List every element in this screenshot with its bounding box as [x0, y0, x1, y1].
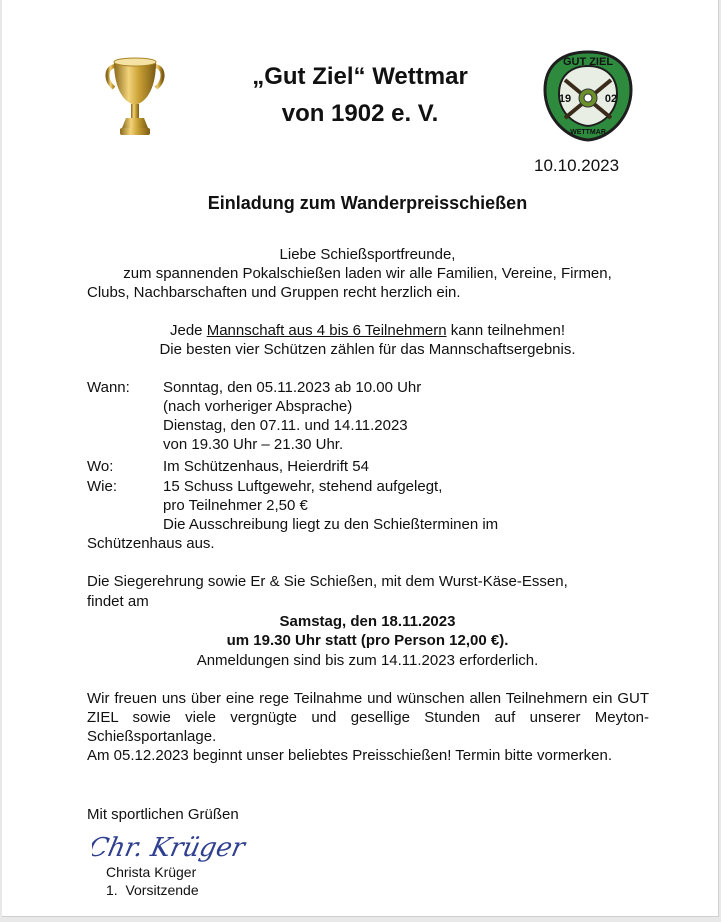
intro-line-2: zum spannenden Pokalschießen laden wir alle Familien, Vereine, Firmen, — [123, 265, 612, 282]
club-founding-title: von 1902 e. V. — [281, 100, 439, 127]
closing-greeting: Mit sportlichen Grüßen — [87, 806, 239, 823]
team-rule — [2, 321, 721, 340]
how-line-2: pro Teilnehmer 2,50 € — [163, 497, 308, 514]
team-rule-pre: Jede — [170, 322, 207, 339]
how-line-wrap: Schützenhaus aus. — [87, 535, 215, 552]
how-label: Wie: — [87, 478, 117, 495]
intro-line-3: Clubs, Nachbarschaften und Gruppen recht herzlich ein. — [87, 284, 461, 301]
club-logo — [541, 50, 635, 142]
when-line-4: von 19.30 Uhr – 21.30 Uhr. — [163, 436, 344, 453]
team-scoring: Die besten vier Schützen zählen für das Mannschaftsergebnis. — [159, 341, 576, 358]
where-label: Wo: — [87, 458, 114, 475]
trophy-icon — [102, 56, 168, 140]
when-line-2: (nach vorheriger Absprache) — [163, 398, 353, 415]
intro-greeting: Liebe Schießsportfreunde, — [279, 246, 456, 263]
ceremony-line-1: Die Siegerehrung sowie Er & Sie Schießen, mit dem Wurst-Käse-Essen, — [87, 573, 568, 590]
logo-year-left: 19 — [558, 93, 572, 105]
closing-paragraph-2: Am 05.12.2023 beginnt unser beliebtes Preisschießen! Termin bitte vormerken. — [87, 747, 613, 764]
club-name-title: „Gut Ziel“ Wettmar — [252, 63, 468, 90]
how-line-1: 15 Schuss Luftgewehr, stehend aufgelegt, — [163, 478, 443, 495]
when-label: Wann: — [87, 379, 130, 396]
when-line-1: Sonntag, den 05.11.2023 ab 10.00 Uhr — [163, 379, 422, 396]
team-size-underlined: Mannschaft aus 4 bis 6 Teilnehmern — [206, 322, 447, 339]
logo-top-text: GUT ZIEL — [562, 56, 614, 68]
logo-bottom-text: WETTMAR — [570, 129, 606, 136]
when-line-3: Dienstag, den 07.11. und 14.11.2023 — [163, 417, 408, 434]
logo-year-right: 02 — [604, 93, 618, 105]
signature-script: Chr. Krüger — [92, 833, 248, 863]
how-line-3: Die Ausschreibung liegt zu den Schießterminen im — [163, 516, 499, 533]
document-date: 10.10.2023 — [534, 156, 620, 175]
team-rule-post: kann teilnehmen! — [446, 322, 565, 339]
ceremony-line-2: findet am — [87, 593, 149, 610]
signer-role: 1. Vorsitzende — [106, 882, 199, 898]
registration-deadline: Anmeldungen sind bis zum 14.11.2023 erforderlich. — [196, 652, 539, 669]
ceremony-time-price: um 19.30 Uhr statt (pro Person 12,00 €). — [226, 632, 509, 649]
where-value: Im Schützenhaus, Heierdrift 54 — [163, 458, 369, 475]
document-page — [2, 0, 719, 917]
closing-paragraph-1: Wir freuen uns über eine rege Teilnahme und wünschen allen Teilnehmern ein GUT ZIEL sowie viele vergnügte und gesellige Stunden auf unserer Meyton-Schießsportanlage. — [87, 690, 649, 745]
ceremony-date: Samstag, den 18.11.2023 — [279, 613, 456, 630]
signer-name: Christa Krüger — [106, 864, 197, 880]
invitation-heading: Einladung zum Wanderpreisschießen — [207, 193, 528, 213]
